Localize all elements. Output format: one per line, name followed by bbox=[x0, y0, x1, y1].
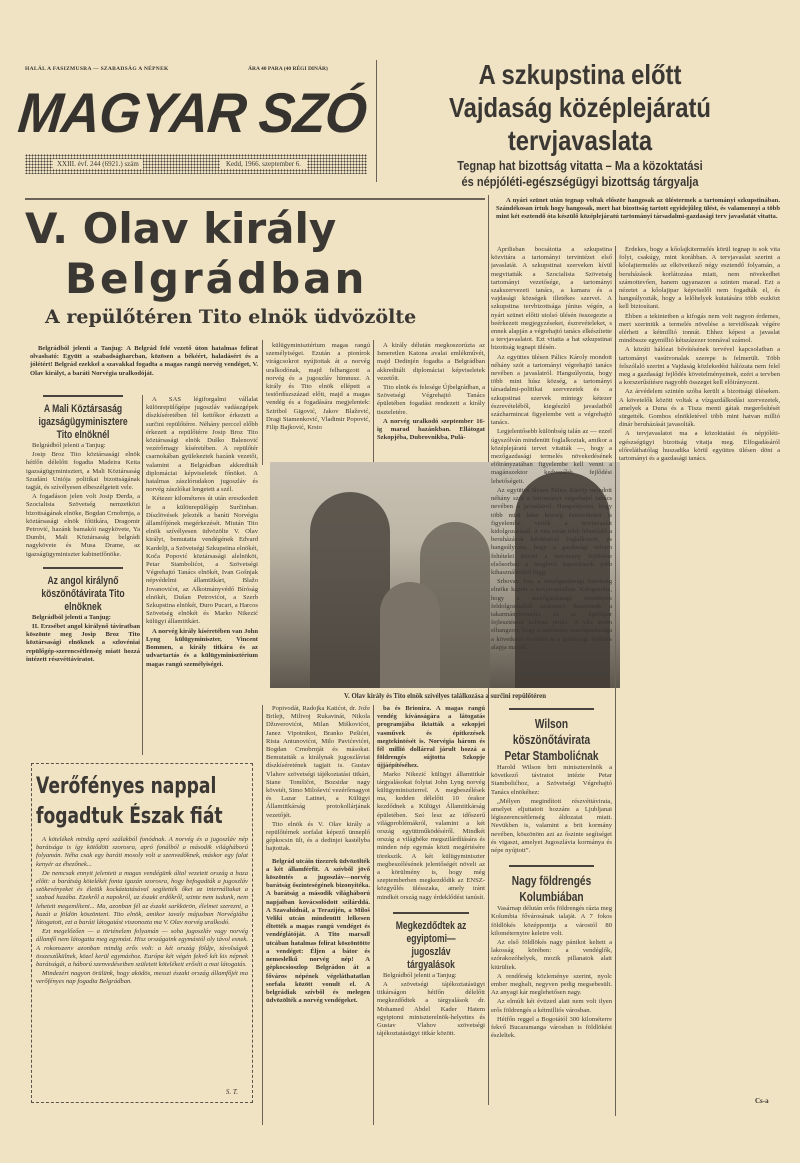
paragraph: II. Erzsébet angol királynő táviratban köszönte meg Josip Broz Tito köztársasági elnöknek a szlovéniai repülőgép-szerencsétlenség miatt hozzá intézett részvéttáviratot. bbox=[26, 623, 140, 663]
paragraph: A SAS légiforgalmi vállalat különrepülőgépe jugoszláv vadászgépek díszkíséretében fél kettőkor érkezett a surčini repülőtérre. Néhány perccel előbb érkezett a repülőtérre Josip Broz Tito köztársasági elnök Duško Balenović vezérőrnagy kíséretében. A repülőtér csarnokában gyülekeztek hazánk vezetői, valamint a Belgrádban akkreditált diplomáciai képviseletek főnökei. A hatalmas zászlórudakon jugoszláv és norvég zászlókat lengetett a szél. bbox=[146, 396, 258, 494]
paragraph: Az együttes ülésen Pálics Károly mondott néhány szót a tartományi végrehajtó tanács nevében a javaslatról. Hangsúlyozta, hogy több mint húsz község, a tartományi társadalmi-politikai szervezetek és a szkupstinai szervek mintegy kétezer észrevételéből, kiegészítő javaslatból százharmincat figyelembe vett a végrehajtó tanács. bbox=[491, 353, 612, 427]
paragraph: De nemcsak ennyit jelentett a magas vendégünk által vezetett ország a haza előtt: a barátság kötelékét fonta igazán szorosra, hogy befogadták a jugoszláv szökevényeket és életük kockáztatásával segítették őket az internáltakat a szabad hazába. Ezekről a napokról, az északi erdőkről, szinte nem tudunk, nem lehetett megemlíteni... Ma, azonban fél az északi sarkkörön, élelmet szerezni, a hazát a földön köszönteni. Tito elnök, amikor tavaly májusban Norvégiába látogatott, ezt a baráti látogatást viszonozta ma V. Olav norvég uralkodó. bbox=[36, 869, 248, 927]
lead-signature: Cs-a bbox=[755, 1097, 769, 1105]
paragraph: A király délután megkoszorúzta az Ismeretlen Katona avalai emlékművét, majd Dedinjén fogadta a Belgrádban akkreditált diplomáciai képviseletek vezetőit. bbox=[377, 342, 485, 382]
paragraph: Hétfőn reggel a Bogotától 300 kilométerre fekvő Bucaramanga városban is földlökést észleltek. bbox=[491, 1015, 612, 1040]
paragraph: Ebben a tekintetben a kifogás nem volt nagyon érdemes, mert szerintük a termelés növelése a tervidőszak végére elérheti a kétmillió tonnát. Ehhez képest a javaslat mindössze egymillió kétszázezer tonnával számol. bbox=[619, 312, 780, 345]
article-body bbox=[36, 836, 248, 987]
olav-headline bbox=[25, 204, 485, 330]
side-story-headline: Megkezdődtek az egyiptomi—jugoszláv tárgyalások bbox=[395, 919, 467, 971]
side-story-headline: Az angol királynő köszönőtávirata Tito elnöknek bbox=[41, 574, 125, 613]
paragraph: Az árvédelem szintén szóba került a bizottsági üléseken. A követelők között voltak a vízgazdálkodási szervezetek, amelyek a Duna és a Tisza menti gátak megerősítését sürgették. Gombos elnökletével több mint hatvan millió dinár beruházását javasolták. bbox=[619, 388, 780, 429]
article-bold-paragraph: A norvég király kíséretében van John Lyng külügyminiszter, Vincent Bommen, a király titkára és az udvartartás és a külügyminisztérium magas rangú személyiségei. bbox=[146, 627, 258, 668]
issue-bar bbox=[25, 154, 367, 174]
olav-headline-line: Belgrádban bbox=[65, 254, 368, 303]
olav-column-a bbox=[146, 396, 258, 754]
side-story-headline: Nagy földrengés Kolumbiában bbox=[511, 873, 592, 905]
article-body bbox=[266, 705, 370, 854]
side-story-body bbox=[491, 905, 612, 1040]
column-rule bbox=[615, 246, 616, 1116]
paragraph: A rendőrség közleménye szerint, nyolc ember meghalt, negyven pedig megsebesült. Az anyagi kár meglehetősen nagy. bbox=[491, 972, 612, 997]
side-story-body bbox=[26, 614, 140, 664]
feature-headline-line: Verőfényes nappal bbox=[36, 774, 217, 799]
paragraph: A közúti hálózat bővítésének tervével kapcsolatban a tartományi vasútvonalak szerepe is felmerült. Több felszólaló szerint a Vajdaság közlekedési hálózata nem felel meg a gazdasági fejlődés követelményeinek, ezért a tervben a korszerűsítésre nagyobb összeget kell előirányozni. bbox=[619, 346, 780, 387]
article-body bbox=[377, 342, 485, 417]
divider bbox=[43, 395, 123, 397]
paragraph: „Mélyen megindított részvéttávirata, amelyet eljuttatott hozzám a Ljubljanai légiszerencsétlenség áldozatai miatt. Nevükben is, valamint a brit kormány nevében, köszönöm azt az őszinte segítséget és vigaszt, amelyet Jugoszlávia kormánya és népe nyújtott”. bbox=[491, 797, 612, 855]
paragraph: Kétezer kilométeres út után ereszkedett le a különrepülőgép Surčinban. Díszlövések jelezték a baráti Norvégia államfőjének megérkezését. Miután Tito elnök szívélyesen üdvözölte V. Olav királyt, bemutatta vendégének Edvard Kardeljt, a Szövetségi Szkupstina elnökét, Koča Popović köztársasági alelnököt, Petar Stambolićot, a Szövetségi Végrehajtó Tanács elnökét, Ivan Gošnjak népvédelmi államtitkárt, Blažo Jovanovićot, az Alkotmányvédő Bíróság elnökét, Dušan Petrovićot, a Szerb Szkupstina elnökét, Đuro Pucart, a Harcos Szövetség elnökét és Marko Nikezić külügyi államtitkárt. bbox=[146, 495, 258, 626]
divider bbox=[509, 865, 594, 867]
paragraph: A fogadáson jelen volt Josip Đerđa, a Szocialista Szövetség nemzetközi bizottságának elnöke, Bogdan Crnobrnja, a köztársasági elnök főtitkára, Dragomir Petrović, hazánk bamakói nagykövete, Ya Dumbi, Mali Köztársaság belgrádi nagykövete és Musa Drame, az igazságügyminiszter kabinetfőnöke. bbox=[26, 493, 140, 558]
lead-headline-line: tervjavaslata bbox=[507, 125, 653, 156]
lead-headline-line: Vajdaság középlejáratú bbox=[449, 92, 711, 123]
lead-subtitle-line: Tegnap hat bizottság vitatta – Ma a közoktatási bbox=[457, 158, 703, 173]
paragraph: Legjelentősebb különbség talán az — ezzel úgyszólván mindenütt foglalkoztak, amikor a középlejáratú tervet vitatták —, hogy a mezőgazdasági termelés növekedésének előirányzatában figyelembe kell venni a magánszektor kedvezőbb fejlődési lehetőségeit. bbox=[491, 428, 612, 485]
paragraph: külügyminisztérium magas rangú személyiségei. Ezután a pionírok virágcsokrot nyújtottak át a norvég uralkodónak, majd felhangzott a norvég és a jugoszláv himnusz. A király és Tito elnök ellépett a testőrdíszszázad előtt, majd a magas vendég és a fogadására megjelentek: Sztribol Gigović, Jakov Blažević, Dragi Stamenković, Vladimir Popović, Filip Bajković, Krsto bbox=[266, 342, 370, 432]
masthead-slogan: HALÁL A FASIZMUSRA — SZABADSÁG A NÉPNEK bbox=[25, 66, 169, 72]
side-story-body bbox=[491, 764, 612, 855]
column-rule bbox=[373, 340, 374, 465]
article-bold-paragraph: A norvég uralkodó szeptember 16-ig marad hazánkban. Ellátogat Szkopjéba, Dubrovnikba, Pulá- bbox=[377, 417, 485, 442]
paragraph: A kötelékek mindig apró szálakból fonódnak. A norvég és a jugoszláv nép barátsága is így kötődött szorosra, apró fonálból a második világháború folyamán. Néha csak egy baráti mosoly volt a szenvedőknek, máskor egy falat kenyér az éhezőnek... bbox=[36, 836, 248, 868]
paragraph: Marko Nikezić külügyi államtitkár tárgyalásokat folytat John Lyng norvég külügyminiszterrel. A megbeszélések ma, kedden délelőtt 10 órakor kezdődnek a Külügyi Államtitkárság épületében. Szó lesz az időszerű világproblémákról, valamint a két ország együttműködéséről. Mindkét ország a világbéke megszilárdítására és minden nép egymás közti megértésére törekszik. A két külügyminiszter megbeszélésének jelentőségét növeli az a körülmény is, hogy még szeptemberben megkezdődik az ENSZ-közgyűlés ülésszaka, amely iránt mindkét ország nagy érdeklődést tanúsít. bbox=[377, 770, 485, 901]
lead-column-1 bbox=[491, 246, 612, 701]
paragraph: Mindezért nagyon örülünk, hogy aködös, messzi északi ország államfőjét ma verőfényes nap fogadta Belgrádban. bbox=[36, 970, 248, 986]
column-rule bbox=[262, 340, 263, 465]
article-body bbox=[619, 246, 780, 463]
paragraph: Belgrádból jelenti a Tanjug: bbox=[383, 971, 457, 979]
issue-number: XXIII. évf. 244 (6921.) szám bbox=[53, 159, 143, 169]
paragraph: A tervjavaslatot ma a közoktatási és népjóléti-egészségügyi bizottság vitatja meg. Elfogadásáról előreláthatólag huszadika körül együttes ülésen dönt a tartományi és a gazdasági tanács. bbox=[619, 430, 780, 463]
article-body bbox=[146, 396, 258, 627]
side-story-headline: Wilson köszönőtávirata Petar Stambolićnak bbox=[504, 716, 599, 763]
feature-headline-line: fogadtuk Észak fiát bbox=[36, 804, 223, 829]
paragraph: Ezt megelőzően — a történelem folyamán — soha jugoszláv vagy norvég államfő nem látogatta meg egymást. Hisz országaink egymástól oly távol esnek. A rokonszenv azonban mindig erős volt: a két ország földje, távolságok összeszűkülnek, közel kerül egymáshoz. Európa két végén fekvő két kis népnek barátságát, a háború szenvedéseiben született kötelékeit erősíti a mai látogatás. bbox=[36, 928, 248, 969]
lead-column-2 bbox=[619, 246, 780, 1086]
paragraph: Josip Broz Tito köztársasági elnök hétfőn délelőtt fogadta Madeira Keita igazságügyminisztert, a Mali Köztársaság Szudáni Uniója politikai bizottságának tagját, és szívélyesen elbeszélgetett vele. bbox=[26, 451, 140, 492]
feature-box bbox=[31, 763, 253, 1103]
paragraph: Belgrádból jelenti a Tanjug: bbox=[32, 613, 111, 621]
olav-lede: Belgrádból jelenti a Tanjug: A Belgrád felé vezető úton hatalmas felirat olvasható: Együtt a szabadságharcban, közösen a békéért, haladásért és a jólétért! Belgrád ezekkel a szavakkal fogadta a magas rangú norvég vendéget, V. Olav királyt, a baráti Norvégia uralkodóját. bbox=[30, 345, 258, 377]
paragraph: Harold Wilson brit miniszterelnök a következő táviratot intézte Petar Stambolićhoz, a Szövetségi Végrehajtó Tanács elnökéhez: bbox=[491, 764, 612, 796]
paragraph: Az elmúlt két évtized alatt nem volt ilyen erős földrengés a kétmilliós városban. bbox=[491, 998, 612, 1014]
paragraph: Srbovan Jon, a mezőgazdasági bizottság elnöke kapott a tervjavaslatban. Kifogásolta, hogy a mezőgazdasági termények feldolgozásából származó haszonnak a takarmánytermelés és az építőipar fejlesztésére kellene jutnia. A vita során elhangzott, hogy a tartomány mezőgazdasága a következő években is a gazdasági fejlődés alapja marad. bbox=[491, 578, 612, 651]
lead-headline-line: A szkupstina előtt bbox=[478, 59, 682, 90]
lead-subtitle-line: és népjóléti-egészségügyi bizottság tárgyalja bbox=[461, 174, 699, 189]
paragraph: Az első földlökés nagy pánikot keltett a lakosság körében: a vendéglők, szórakozóhelyek, mozik pillanatok alatt kiürültek. bbox=[491, 939, 612, 971]
article-body bbox=[377, 771, 485, 902]
article-bold-paragraph: Belgrád utcáin tízezrek üdvözölték a két államférfit. A szívből jövő köszöntés a jugoszláv—norvég barátság őszinteségének bizonyítéka. A barátság a második világháború napjaiban kovácsolódott szilárddá. A Szavahídnál, a Terazijén, a Miloš Veliki utcán mindenütt lelkesen éltették a magas rangú vendéget és vendéglátóját. A Tito marsall utcában hatalmas felirat köszöntötte a vendéget: Éljen a bátor és nemeslelkű norvég nép! A gépkocsioszlop Belgrádon át a főváros népének végeláthatatlan sorfala között vonult el. A belgrádiak szívből és melegen üdvözölték a norvég vendégeket. bbox=[266, 857, 370, 1005]
photo-figure bbox=[310, 492, 390, 688]
paragraph: Vasárnap délután erős földrengés rázta meg Kolumbia fővárosának talaját. A 7 fokos földlökés középpontja a várostól 80 kilométernyire keletre volt. bbox=[491, 905, 612, 937]
divider bbox=[43, 567, 123, 569]
column-rule bbox=[262, 705, 263, 1125]
feature-signature: S. T. bbox=[225, 1088, 238, 1096]
side-story-mali bbox=[26, 395, 140, 735]
paragraph: Áprilisban bocsátotta a szkupstina közvitára a tartományi tervintézet első javaslatát. A szkupstinai szerveken kívül megvitatták a Szocialista Szövetség tartományi vezetősége, a tartományi szakszervezeti tanács, a kamara és a vajdasági községek illetékes szervei. A szkupstina tervbizottsága június végén, a nyári szünet előtti utolsó ülésén összegezte a beérkezett megjegyzéseket, észrevételeket, s ennek alapján a végrehajtó tanács elkészítette a tervjavaslatot. Ezt vitatta a hat szkupstinai bizottság tegnapi ülésén. bbox=[491, 246, 612, 352]
paragraph: Tito elnök és felesége Újbelgrádban, a Szövetségi Végrehajtó Tanács épületében fogadást rendezett a király tiszteletére. bbox=[377, 384, 485, 416]
paragraph: Tito elnök és V. Olav király a repülőtérnek sorfalat képező ünneplő gépkocsin ült, és a dedinjei kastélyba hajtottak. bbox=[266, 820, 370, 853]
olav-column-c bbox=[377, 342, 485, 460]
masthead-divider bbox=[376, 60, 377, 182]
section-rule bbox=[25, 198, 485, 200]
lead-headline bbox=[380, 58, 780, 190]
paragraph: A szövetségi tájékoztatásügyi titkárságon hétfőn délelőtt megkezdődtek a tárgyalások dr. Mohamed Abdel Kader Hatem egyiptomi miniszterelnök-helyettes és Gustav Vlahov szövetségi tájékoztatásügyi titkár között. bbox=[377, 981, 485, 1038]
article-body bbox=[491, 246, 612, 652]
lead-intro: A nyári szünet után tegnap voltak először hangosak az üléstermek a tartományi szkupstinában. Szándékosan írtuk hogy hangosak, mert hat bizottság tartott egyidejűleg ülést, és valamennyi a több mint két esztendő óta készülő középlejáratú tartományi társadalmi-gazdasági terv javaslatát vitatta. bbox=[496, 197, 780, 221]
paragraph: Az együttes ülésen Pálics Károly mondott néhány szót a tartományi végrehajtó tanács nevében a javaslatról. Hangsúlyozta, hogy több mint húsz község észrevételeit is figyelembe vették a tervjavaslat kidolgozásánál. A vita során több felszólaló a beruházások kérdésével foglalkozott, és hangsúlyozta, hogy a gazdasági reform feltételei között a tartomány fejlődése elsősorban a meglevő kapacitások jobb kihasználásától függ. bbox=[491, 486, 612, 576]
olav-column-b bbox=[266, 342, 370, 460]
column-rule bbox=[373, 705, 374, 1125]
divider bbox=[509, 708, 594, 710]
side-story-body bbox=[26, 442, 140, 559]
paragraph: Érdekes, hogy a kőolajkitermelés körül tegnap is sok vita folyt, csakúgy, mint korábban. A tervjavaslat szerint a kőolajtermelés az elkövetkező négy esztendő folyamán, a beruházások korlátozása miatt, nem növekedhet számottevően, hanem ugyanazon a szinten marad. Ezt a nézetet a kőolajipar képviselői nem fogadták el, és hangsúlyozták, hogy a lelőhelyek kutatására több eszközt kell biztosítani. bbox=[619, 246, 780, 311]
olav-column-d bbox=[266, 705, 370, 1115]
olav-column-e bbox=[377, 705, 485, 1115]
paragraph: Belgrádból jelenti a Tanjug: bbox=[32, 442, 106, 449]
photo-caption: V. Olav király és Tito elnök szívélyes találkozása a surčini repülőtéren bbox=[344, 693, 546, 700]
side-story-headline: A Mali Köztársaság igazságügyminisztere Tito elnöknél bbox=[38, 403, 128, 441]
side-story-wilson bbox=[491, 708, 612, 1108]
article-bold-paragraph: ba és Brionira. A magas rangú vendég kívánságára a látogatás programjába iktatták a szkopjei vasművek és építkezések megtekintését is. Norvégia három és fél millió dollárral járult hozzá a földrengés sújtotta Szkopje újjáépítéséhez. bbox=[377, 705, 485, 770]
olav-subheadline: A repülőtéren Tito elnök üdvözölte bbox=[45, 306, 417, 328]
feature-body bbox=[36, 836, 248, 1081]
divider bbox=[393, 912, 469, 914]
issue-date: Kedd, 1966. szeptember 6. bbox=[220, 159, 307, 169]
column-rule bbox=[142, 395, 143, 755]
paragraph: Popivodát, Radojka Katićot, dr. Jože Brilejt, Milivoj Rukavinát, Nikola Džuverovićot, Milan Miškovićot, Janez Vipotnikot, Branko Pešićet, Rista Antunovićot, Milo Pavićevićet, Bogdan Crnobrnját és másokat. Bemutatták a királynak jugoszláviai díszkíséretének tagjait is. Gustav Vlahov szövetségi tájékoztatási titkárt, Stane Tomšičot, Bozsidar nagy követét, Simo Milošević vezérőrnagyot és Lazar Latinet, a Külügyi Államtitkárság protokollárjának vezetőjét. bbox=[266, 705, 370, 819]
side-story-body bbox=[377, 972, 485, 1039]
article-body bbox=[266, 342, 370, 432]
masthead-price: ÁRA 40 PARA (40 RÉGI DINÁR) bbox=[248, 66, 328, 72]
olav-headline-line: V. Olav király bbox=[25, 204, 337, 253]
newspaper-logo: MAGYAR SZÓ bbox=[15, 81, 370, 144]
photo-figure bbox=[380, 582, 440, 688]
